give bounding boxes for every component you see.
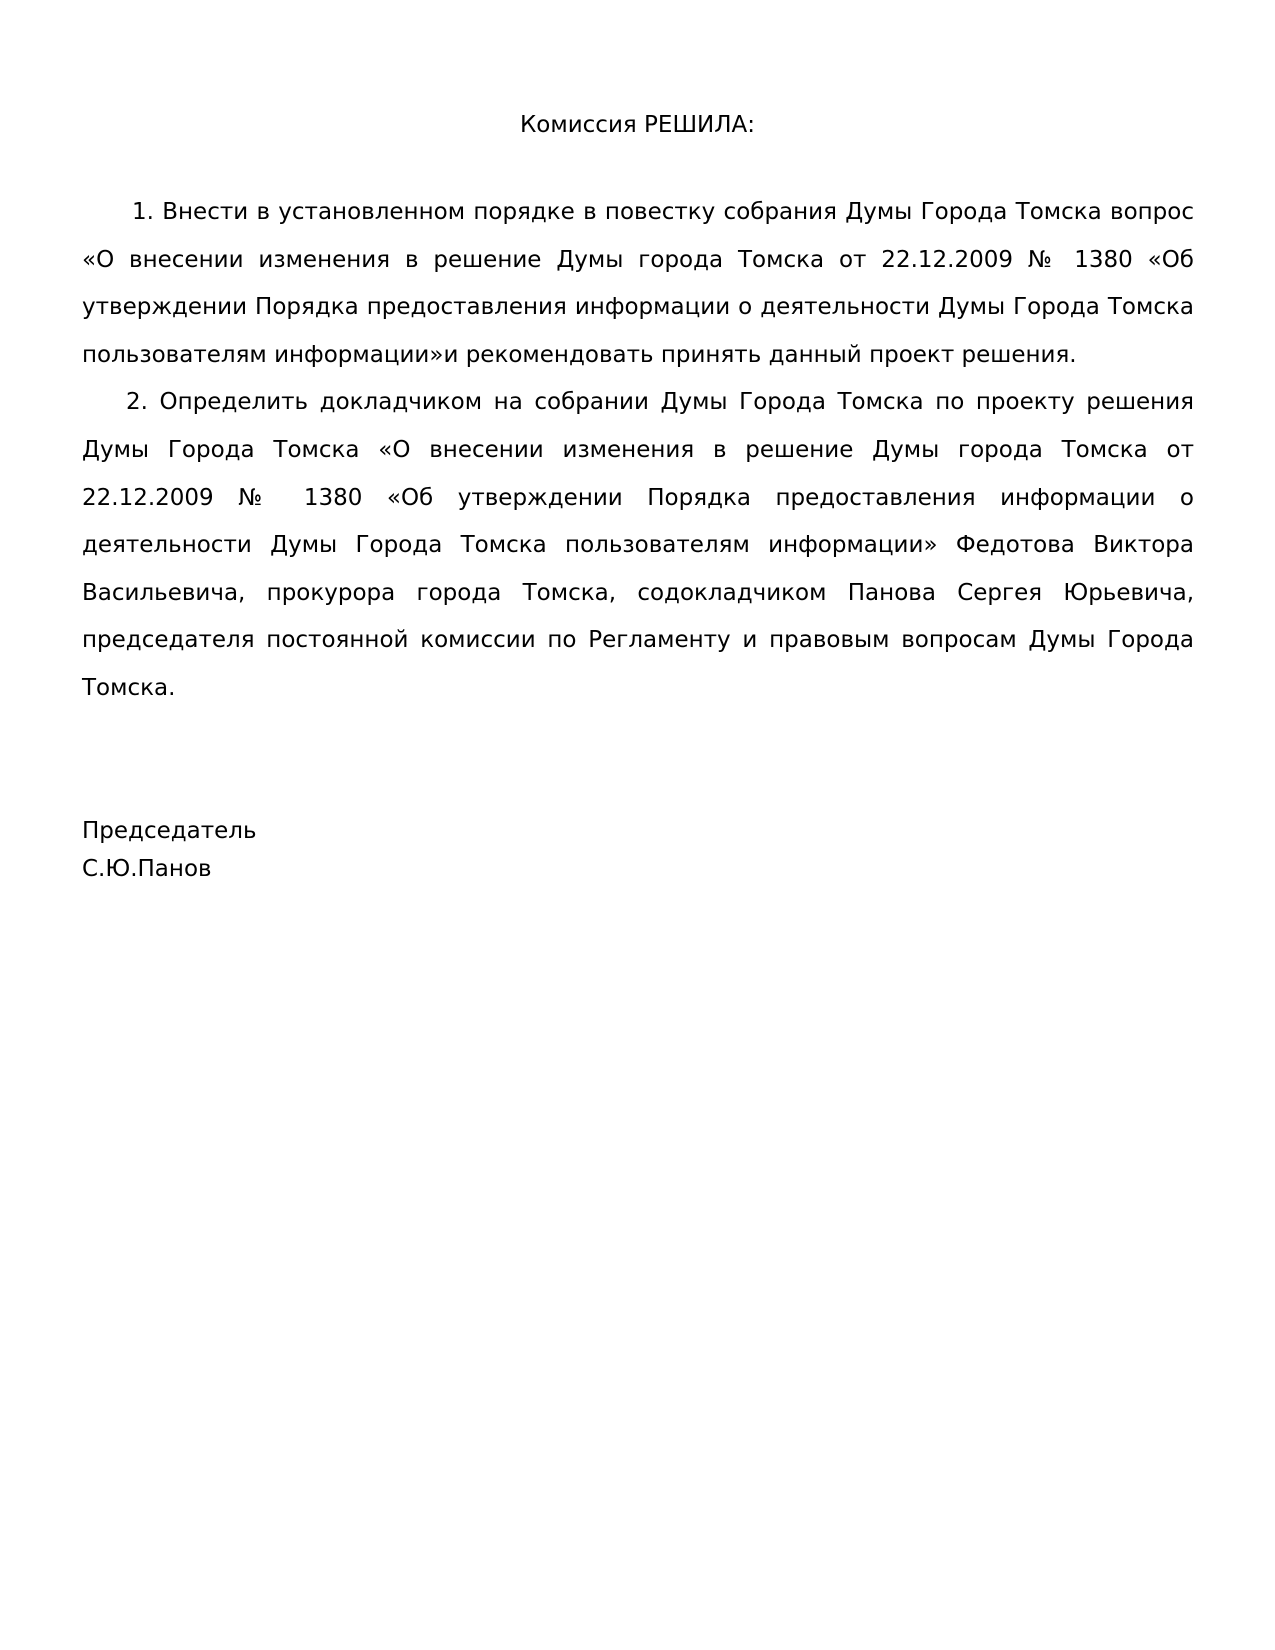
item-text: Определить докладчиком на собрании Думы Города Томска по проекту решения Думы Города Томска «О внесении изменения в решение Думы города Томска от 22.12.2009 № 1380 «Об утверждении Порядка предоставления информации о деятельности Думы Города Томска пользователям информации» Федотова Виктора Васильевича, прокурора города Томска, содокладчиком Панова Сергея Юрьевича, председателя постоянной комиссии по Регламенту и правовым вопросам Думы Города Томска. [82,389,1194,701]
item-number: 1. [132,199,154,225]
signature-position: Председатель [82,818,257,844]
document-heading: Комиссия РЕШИЛА: [519,112,756,138]
decision-item-1 [82,189,1194,379]
decision-item-2 [82,379,1194,712]
signature-block [82,812,257,888]
item-text: Внести в установленном порядке в повестку собрания Думы Города Томска вопрос «О внесении изменения в решение Думы города Томска от 22.12.2009 № 1380 «Об утверждении Порядка предоставления информации о деятельности Думы Города Томска пользователям информации»и рекомендовать принять данный проект решения. [82,199,1195,368]
signature-name: С.Ю.Панов [82,856,212,882]
item-number: 2. [126,389,148,416]
decision-body [82,189,1194,713]
